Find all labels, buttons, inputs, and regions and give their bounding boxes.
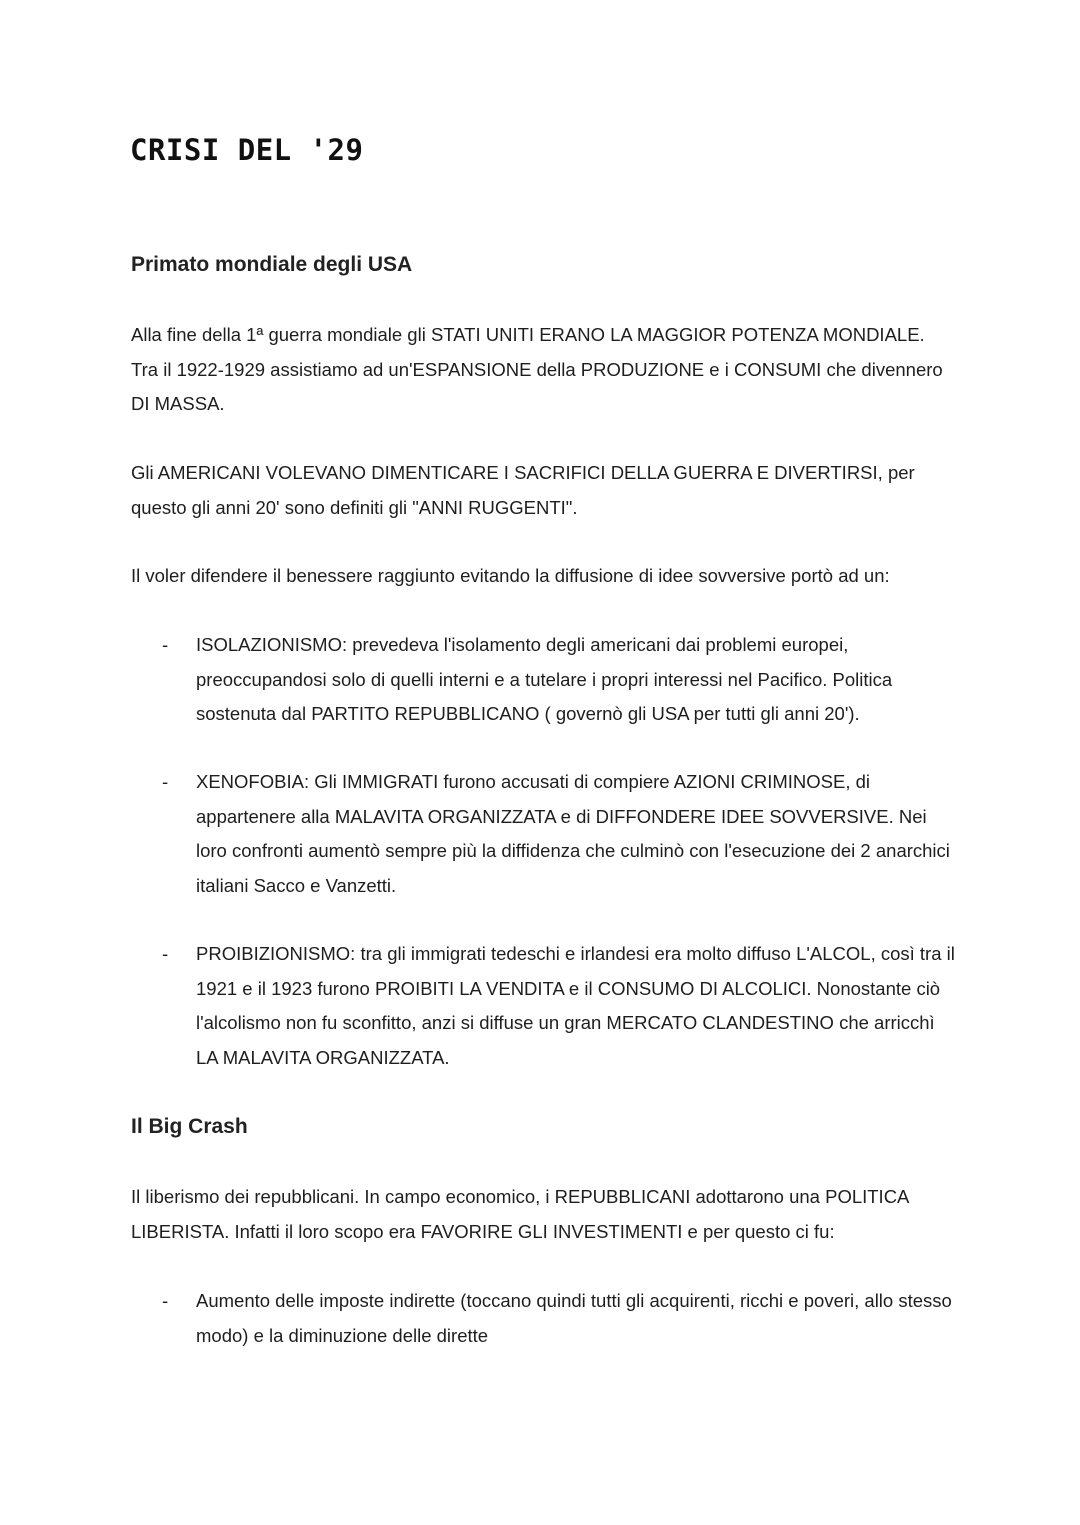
list-item-text: XENOFOBIA: Gli IMMIGRATI furono accusati di compiere AZIONI CRIMINOSE, di appartenere alla MALAVITA ORGANIZZATA e di DIFFONDERE IDEE SOVVERSIVE. Nei loro confronti aumentò sempre più la diffidenza che culminò con l'esecuzione dei 2 anarchici italiani Sacco e Vanzetti.: [196, 771, 950, 896]
paragraph-intro: Alla fine della 1ª guerra mondiale gli STATI UNITI ERANO LA MAGGIOR POTENZA MONDIALE. Tra il 1922-1929 assistiamo ad un'ESPANSIONE della PRODUZIONE e i CONSUMI che divennero DI MASSA.: [131, 324, 943, 414]
bullet-dash: -: [162, 634, 169, 655]
list-item-text: Aumento delle imposte indirette (toccano quindi tutti gli acquirenti, ricchi e poveri, allo stesso modo) e la diminuzione delle dirette: [196, 1290, 952, 1346]
section-heading-big-crash: Il Big Crash: [131, 1115, 248, 1138]
bullet-dash: -: [162, 943, 169, 964]
paragraph-benessere: Il voler difendere il benessere raggiunto evitando la diffusione di idee sovversive portò ad un:: [131, 565, 890, 586]
paragraph-liberismo: Il liberismo dei repubblicani. In campo economico, i REPUBBLICANI adottarono una POLITICA LIBERISTA. Infatti il loro scopo era FAVORIRE GLI INVESTIMENTI e per questo ci fu:: [131, 1186, 909, 1242]
list-item-text: ISOLAZIONISMO: prevedeva l'isolamento degli americani dai problemi europei, preoccupandosi solo di quelli interni e a tutelare i propri interessi nel Pacifico. Politica sostenuta dal PARTITO REPUBBLICANO ( governò gli USA per tutti gli anni 20').: [196, 634, 893, 724]
section-heading-primato: Primato mondiale degli USA: [131, 253, 413, 276]
bullet-dash: -: [162, 1290, 169, 1311]
document-title: CRISI DEL '29: [130, 133, 364, 167]
list-item-text: PROIBIZIONISMO: tra gli immigrati tedeschi e irlandesi era molto diffuso L'ALCOL, così tra il 1921 e il 1923 furono PROIBITI LA VENDITA e il CONSUMO DI ALCOLICI. Nonostante ciò l'alcolismo non fu sconfitto, anzi si diffuse un gran MERCATO CLANDESTINO che arricchì LA MALAVITA ORGANIZZATA.: [196, 943, 955, 1068]
paragraph-anni-ruggenti: Gli AMERICANI VOLEVANO DIMENTICARE I SACRIFICI DELLA GUERRA E DIVERTIRSI, per questo gli anni 20' sono definiti gli "ANNI RUGGENTI".: [131, 462, 915, 518]
bullet-dash: -: [162, 771, 169, 792]
